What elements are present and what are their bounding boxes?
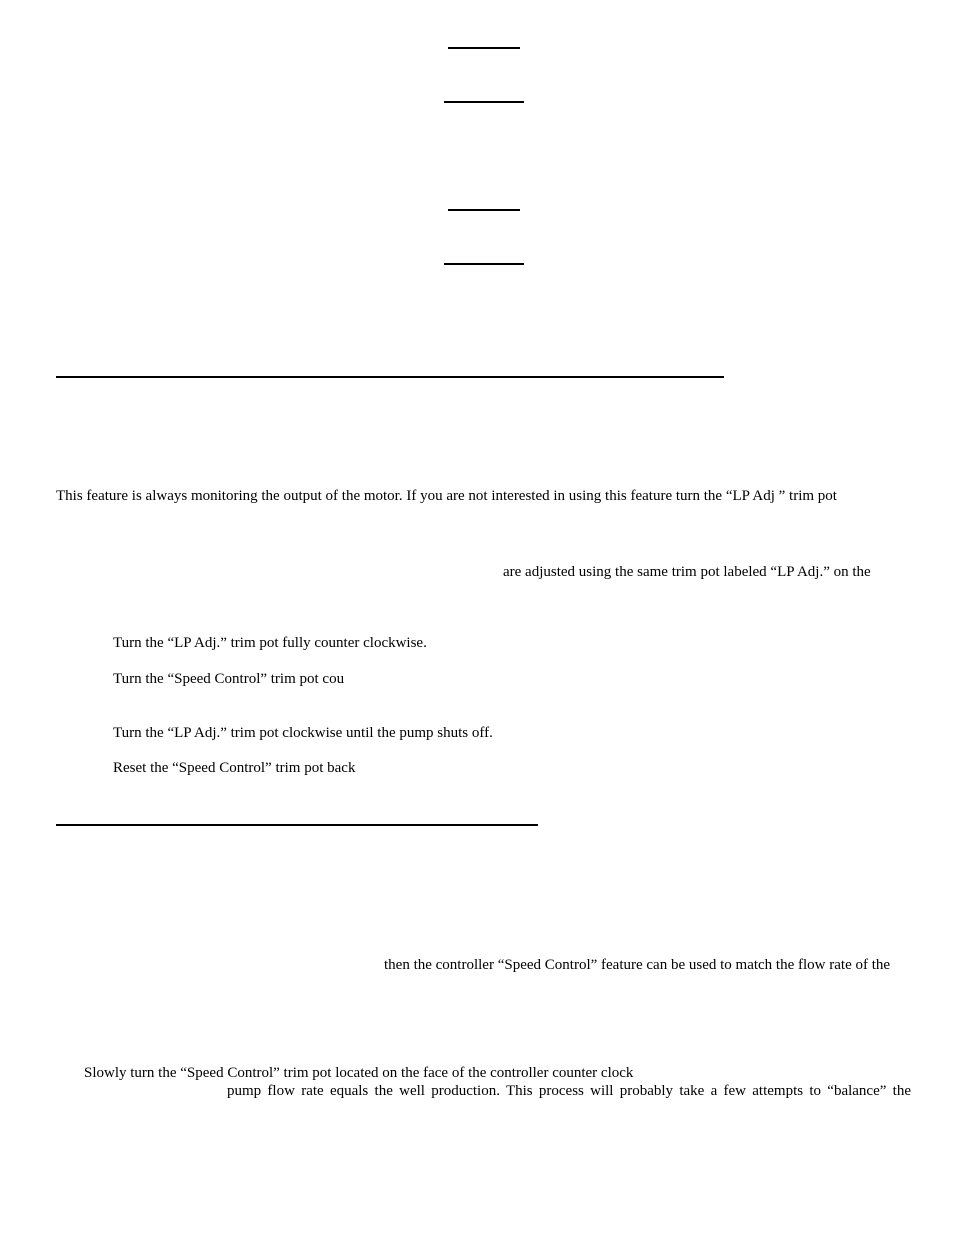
paragraph-speed-control: then the controller “Speed Control” feature can be used to match the flow rate of the: [384, 957, 891, 973]
step-1: Turn the “LP Adj.” trim pot fully counter clockwise.: [113, 635, 427, 651]
section-rule-1: [56, 376, 724, 378]
heading-rule-3: [448, 209, 520, 211]
step-2: Turn the “Speed Control” trim pot cou: [113, 671, 345, 687]
paragraph-slowly-turn: Slowly turn the “Speed Control” trim pot located on the face of the controller counter clock: [84, 1065, 634, 1081]
paragraph-pump-flow-rate: pump flow rate equals the well production. This process will probably take a few attempts to “balance” the: [227, 1083, 911, 1099]
section-rule-2: [56, 824, 538, 826]
heading-rule-1: [448, 47, 520, 49]
heading-rule-2: [444, 101, 524, 103]
step-4: Reset the “Speed Control” trim pot back: [113, 760, 356, 776]
heading-rule-4: [444, 263, 524, 265]
paragraph-adjusted-using: are adjusted using the same trim pot labeled “LP Adj.” on the: [503, 564, 871, 580]
paragraph-feature-monitoring: This feature is always monitoring the output of the motor. If you are not interested in using this feature turn the “LP Adj ” trim pot: [56, 488, 837, 504]
step-3: Turn the “LP Adj.” trim pot clockwise until the pump shuts off.: [113, 725, 493, 741]
